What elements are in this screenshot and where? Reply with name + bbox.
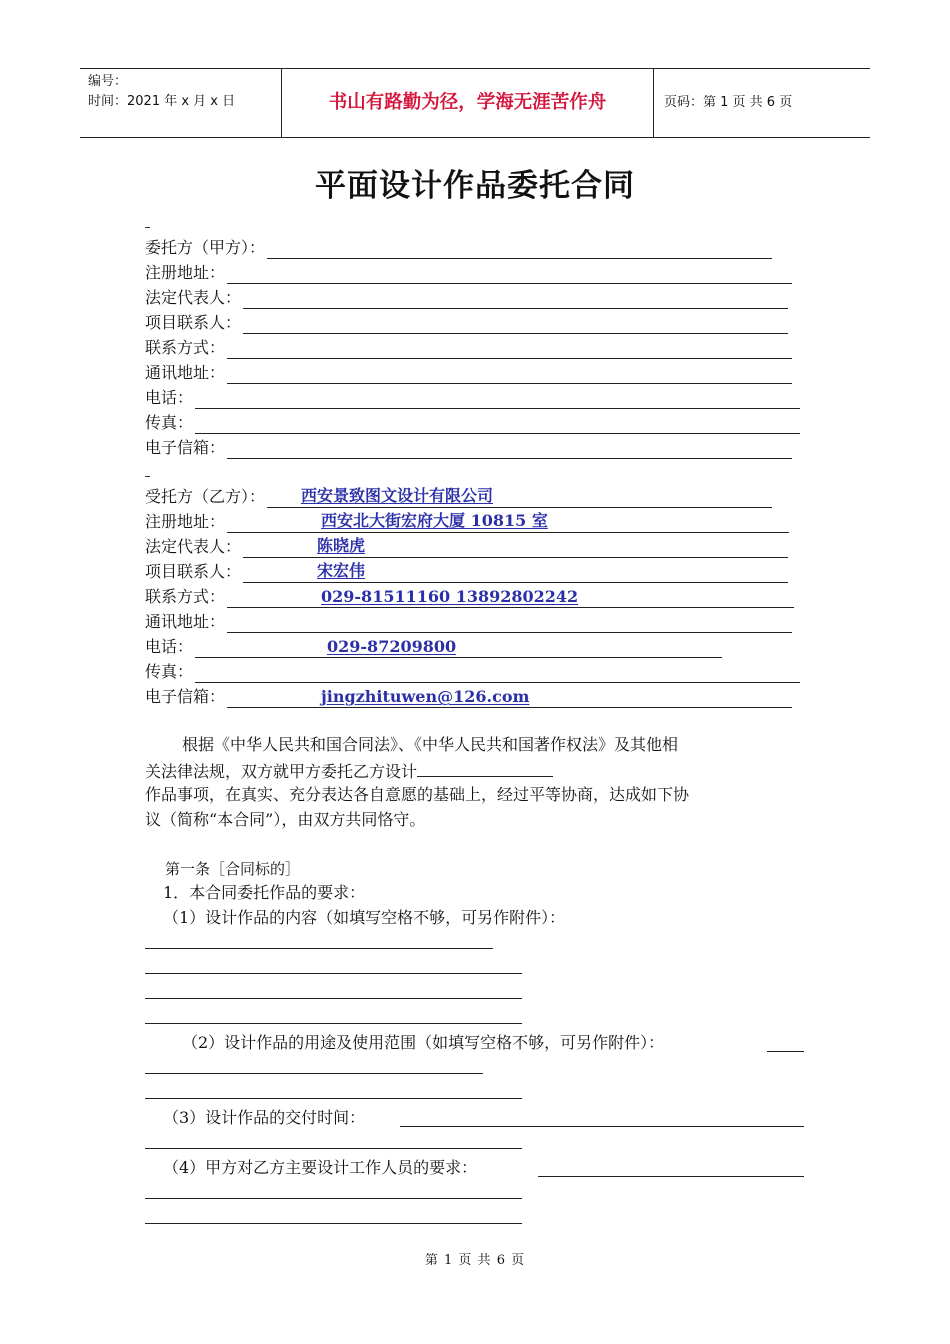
usage-blank-line[interactable] (145, 1098, 522, 1099)
party-a-email-label: 电子信箱： (145, 438, 226, 457)
section-marker (145, 476, 150, 477)
article-1-sub-3: （3）设计作品的交付时间： (163, 1108, 366, 1127)
party-a-phone-row (145, 385, 800, 409)
header-page-info: 页码：第 1 页 共 6 页 (664, 95, 793, 110)
content-blank-line[interactable] (145, 1023, 522, 1024)
article-1-item-1: 1．本合同委托作品的要求： (163, 883, 366, 902)
party-b-email-label: 电子信箱： (145, 687, 226, 706)
party-a-contact-field[interactable] (243, 313, 788, 334)
preamble-line-2-text: 关法律法规，双方就甲方委托乙方设计 (145, 762, 418, 781)
party-b-method-row (145, 584, 794, 608)
party-a-address-field[interactable] (227, 263, 792, 284)
content-blank-line[interactable] (145, 948, 493, 949)
party-b-client-field[interactable] (267, 487, 772, 508)
party-b-phone-label: 电话： (145, 637, 194, 656)
staff-requirement-field[interactable] (538, 1176, 804, 1177)
party-b-method-value: 029-81511160 13892802242 (321, 587, 579, 606)
party-b-legal-rep-value: 陈晓虎 (317, 536, 366, 555)
delivery-blank-line[interactable] (145, 1148, 522, 1149)
party-b-address-field[interactable] (227, 512, 789, 533)
content-blank-line[interactable] (145, 998, 522, 999)
party-a-email-row (145, 435, 792, 459)
party-b-contact-field[interactable] (243, 562, 788, 583)
party-a-fax-label: 传真： (145, 413, 194, 432)
serial-number-label: 编号： (88, 74, 128, 89)
party-b-contact-label: 项目联系人： (145, 562, 242, 581)
article-1-sub-2: （2）设计作品的用途及使用范围（如填写空格不够，可另作附件）： (182, 1033, 665, 1052)
party-a-fax-row (145, 410, 800, 434)
party-b-phone-row (145, 634, 722, 658)
header-meta-cell (80, 69, 282, 137)
article-1-sub-4: （4）甲方对乙方主要设计工作人员的要求： (163, 1158, 478, 1177)
party-a-legal-rep-row (145, 285, 788, 309)
party-b-address-value: 西安北大街宏府大厦 10815 室 (321, 511, 548, 530)
preamble-line-3: 作品事项，在真实、充分表达各自意愿的基础上，经过平等协商，达成如下协 (145, 785, 690, 804)
preamble-line-1: 根据《中华人民共和国合同法》、《中华人民共和国著作权法》及其他相 (182, 735, 679, 754)
party-b-phone-value: 029-87209800 (327, 637, 457, 656)
party-a-address-row (145, 260, 792, 284)
party-b-email-value: jingzhituwen@126.com (321, 687, 530, 706)
party-b-method-field[interactable] (227, 587, 794, 608)
party-a-legal-rep-label: 法定代表人： (145, 288, 242, 307)
party-b-client-row (145, 484, 772, 508)
party-b-mail-row (145, 609, 792, 633)
content-blank-line[interactable] (145, 973, 522, 974)
party-b-address-row (145, 509, 789, 533)
party-a-method-label: 联系方式： (145, 338, 226, 357)
party-a-phone-label: 电话： (145, 388, 194, 407)
preamble-line-2 (145, 758, 553, 784)
party-b-email-row (145, 684, 792, 708)
document-header (80, 68, 870, 138)
party-b-contact-row (145, 559, 788, 583)
party-b-fax-label: 传真： (145, 662, 194, 681)
article-1-sub-1: （1）设计作品的内容（如填写空格不够，可另作附件）： (163, 908, 566, 927)
party-a-client-row (145, 235, 772, 259)
party-b-client-label: 受托方（乙方）： (145, 487, 266, 506)
party-a-method-field[interactable] (227, 338, 792, 359)
party-a-legal-rep-field[interactable] (243, 288, 788, 309)
party-b-legal-rep-row (145, 534, 788, 558)
party-b-fax-field[interactable] (195, 662, 800, 683)
party-b-method-label: 联系方式： (145, 587, 226, 606)
party-b-address-label: 注册地址： (145, 512, 226, 531)
delivery-time-field[interactable] (400, 1126, 804, 1127)
party-b-legal-rep-label: 法定代表人： (145, 537, 242, 556)
party-a-mail-row (145, 360, 792, 384)
party-a-method-row (145, 335, 792, 359)
staff-blank-line[interactable] (145, 1198, 522, 1199)
design-work-field[interactable] (417, 758, 553, 777)
preamble-line-4: 议（简称“本合同”），由双方共同恪守。 (145, 810, 426, 829)
article-1-heading: 第一条［合同标的］ (165, 860, 301, 878)
party-a-fax-field[interactable] (195, 413, 800, 434)
party-b-client-value: 西安景致图文设计有限公司 (301, 486, 494, 505)
party-b-email-field[interactable] (227, 687, 792, 708)
party-a-email-field[interactable] (227, 438, 792, 459)
party-b-legal-rep-field[interactable] (243, 537, 788, 558)
party-b-mail-field[interactable] (227, 612, 792, 633)
party-a-contact-label: 项目联系人： (145, 313, 242, 332)
page-footer: 第 1 页 共 6 页 (424, 1253, 526, 1268)
date-label: 时间：2021 年 x 月 x 日 (88, 94, 236, 109)
party-a-phone-field[interactable] (195, 388, 800, 409)
party-b-contact-value: 宋宏伟 (317, 561, 366, 580)
party-a-mail-label: 通讯地址： (145, 363, 226, 382)
party-a-mail-field[interactable] (227, 363, 792, 384)
party-a-contact-row (145, 310, 788, 334)
party-b-fax-row (145, 659, 800, 683)
party-a-client-label: 委托方（甲方）： (145, 238, 266, 257)
usage-blank-line[interactable] (767, 1051, 804, 1052)
party-b-phone-field[interactable] (195, 637, 722, 658)
staff-blank-line[interactable] (145, 1223, 522, 1224)
contract-title: 平面设计作品委托合同 (315, 168, 635, 204)
party-a-address-label: 注册地址： (145, 263, 226, 282)
section-marker (145, 227, 150, 228)
usage-blank-line[interactable] (145, 1073, 483, 1074)
party-b-mail-label: 通讯地址： (145, 612, 226, 631)
party-a-client-field[interactable] (267, 238, 772, 259)
header-motto: 书山有路勤为径，学海无涯苦作舟 (282, 69, 654, 137)
